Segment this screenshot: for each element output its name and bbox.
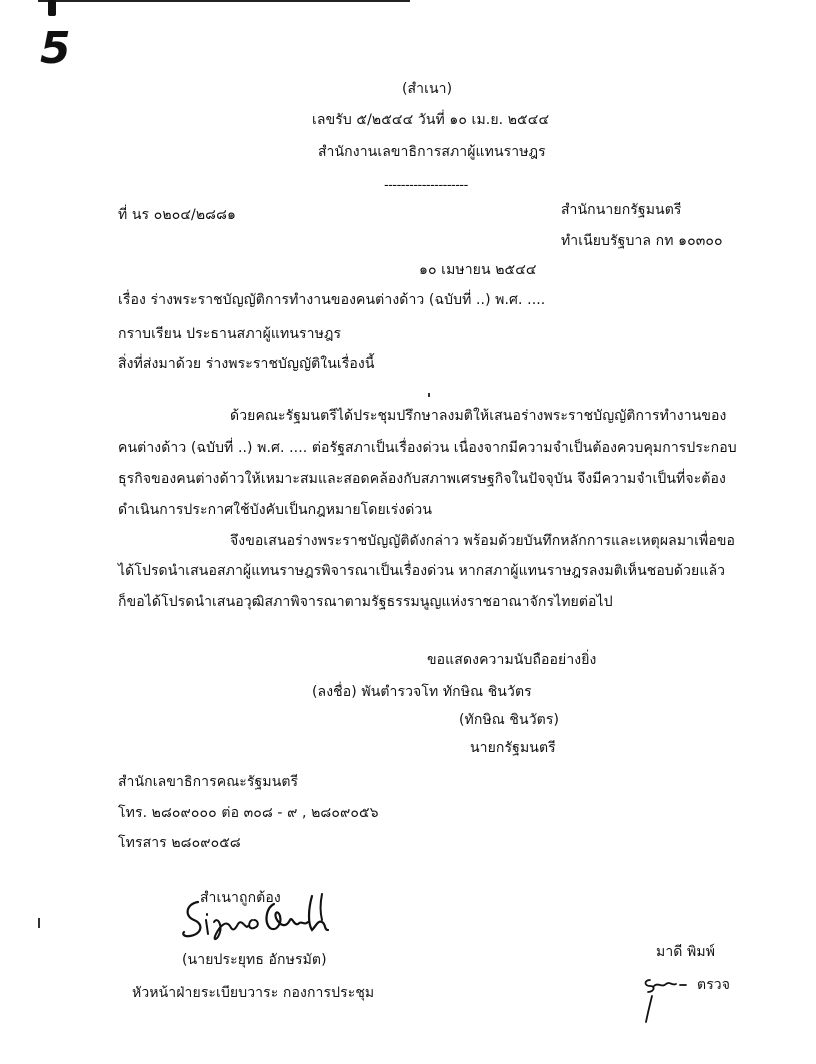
- paragraph2-line1: จึงขอเสนอร่างพระราชบัญญัติดังกล่าว พร้อมด้วยบันทึกหลักการและเหตุผลมาเพื่อขอ: [230, 533, 736, 549]
- subject-line: เรื่อง ร่างพระราชบัญญัติการทำงานของคนต่างด้าว (ฉบับที่ ..) พ.ศ. ....: [118, 292, 546, 308]
- copy-label: (สำเนา): [402, 81, 453, 97]
- salutation: กราบเรียน ประธานสภาผู้แทนราษฎร: [118, 326, 342, 342]
- paragraph1-line3: ธุรกิจของคนต่างด้าวให้เหมาะสมและสอดคล้องกับสภาพเศรษฐกิจในปัจจุบัน จึงมีความจำเป็นที่จะต้อง: [118, 471, 726, 487]
- scan-mark: [38, 918, 40, 928]
- checked-label: ตรวจ: [697, 977, 731, 993]
- handwritten-page-number: 5: [40, 23, 71, 74]
- signatory-title: นายกรัฐมนตรี: [470, 740, 556, 756]
- handwritten-signature: [176, 890, 342, 946]
- reference-number: ที่ นร ๐๒๐๔/๒๘๘๑: [118, 207, 236, 223]
- paragraph2-line3: ก็ขอได้โปรดนำเสนอวุฒิสภาพิจารณาตามรัฐธรรมนูญแห่งราชอาณาจักรไทยต่อไป: [118, 594, 613, 610]
- closing-regards: ขอแสดงความนับถืออย่างยิ่ง: [427, 652, 597, 668]
- signatory-name: (ทักษิณ ชินวัตร): [459, 712, 560, 728]
- sender-address: ทำเนียบรัฐบาล กท ๑๐๓๐๐: [561, 233, 723, 249]
- certified-copy-label: สำเนาถูกต้อง: [200, 890, 281, 906]
- footer-fax: โทรสาร ๒๘๐๙๐๕๘: [118, 835, 241, 851]
- top-edge-rule: [38, 0, 410, 2]
- paragraph1-line1: ด้วยคณะรัฐมนตรีได้ประชุมปรึกษาลงมติให้เสนอร่างพระราชบัญญัติการทำงานของ: [230, 408, 727, 424]
- header-separator: --------------------: [384, 178, 468, 193]
- paragraph2-line2: ได้โปรดนำเสนอสภาผู้แทนราษฎรพิจารณาเป็นเรื่องด่วน หากสภาผู้แทนราษฎรลงมติเห็นชอบด้วยแล้ว: [118, 563, 726, 579]
- checker-initials: [640, 972, 690, 1024]
- enclosure-line: สิ่งที่ส่งมาด้วย ร่างพระราชบัญญัติในเรื่องนี้: [118, 356, 375, 372]
- certifier-name: (นายประยุทธ อักษรมัต): [182, 952, 327, 968]
- sender-office: สำนักนายกรัฐมนตรี: [561, 202, 682, 218]
- typist-name: มาดี พิมพ์: [656, 944, 716, 960]
- footer-phone: โทร. ๒๘๐๙๐๐๐ ต่อ ๓๐๘ - ๙ , ๒๘๐๙๐๕๖: [118, 805, 379, 821]
- house-secretariat-office: สำนักงานเลขาธิการสภาผู้แทนราษฎร: [318, 144, 546, 160]
- scan-speck: [428, 393, 430, 397]
- certifier-position: หัวหน้าฝ่ายระเบียบวาระ กองการประชุม: [132, 985, 375, 1001]
- paragraph1-line4: ดำเนินการประกาศใช้บังคับเป็นกฎหมายโดยเร่งด่วน: [118, 502, 433, 518]
- receipt-line: เลขรับ ๕/๒๕๔๔ วันที่ ๑๐ เม.ย. ๒๕๔๔: [312, 112, 550, 128]
- corner-mark: [48, 0, 56, 16]
- signature-line: (ลงชื่อ) พันตำรวจโท ทักษิณ ชินวัตร: [312, 684, 532, 700]
- paragraph1-line2: คนต่างด้าว (ฉบับที่ ..) พ.ศ. .... ต่อรัฐสภาเป็นเรื่องด่วน เนื่องจากมีความจำเป็นต้องควบคุมการประกอบ: [118, 440, 737, 456]
- footer-office-name: สำนักเลขาธิการคณะรัฐมนตรี: [118, 774, 299, 790]
- letter-date: ๑๐ เมษายน ๒๕๔๔: [419, 262, 537, 278]
